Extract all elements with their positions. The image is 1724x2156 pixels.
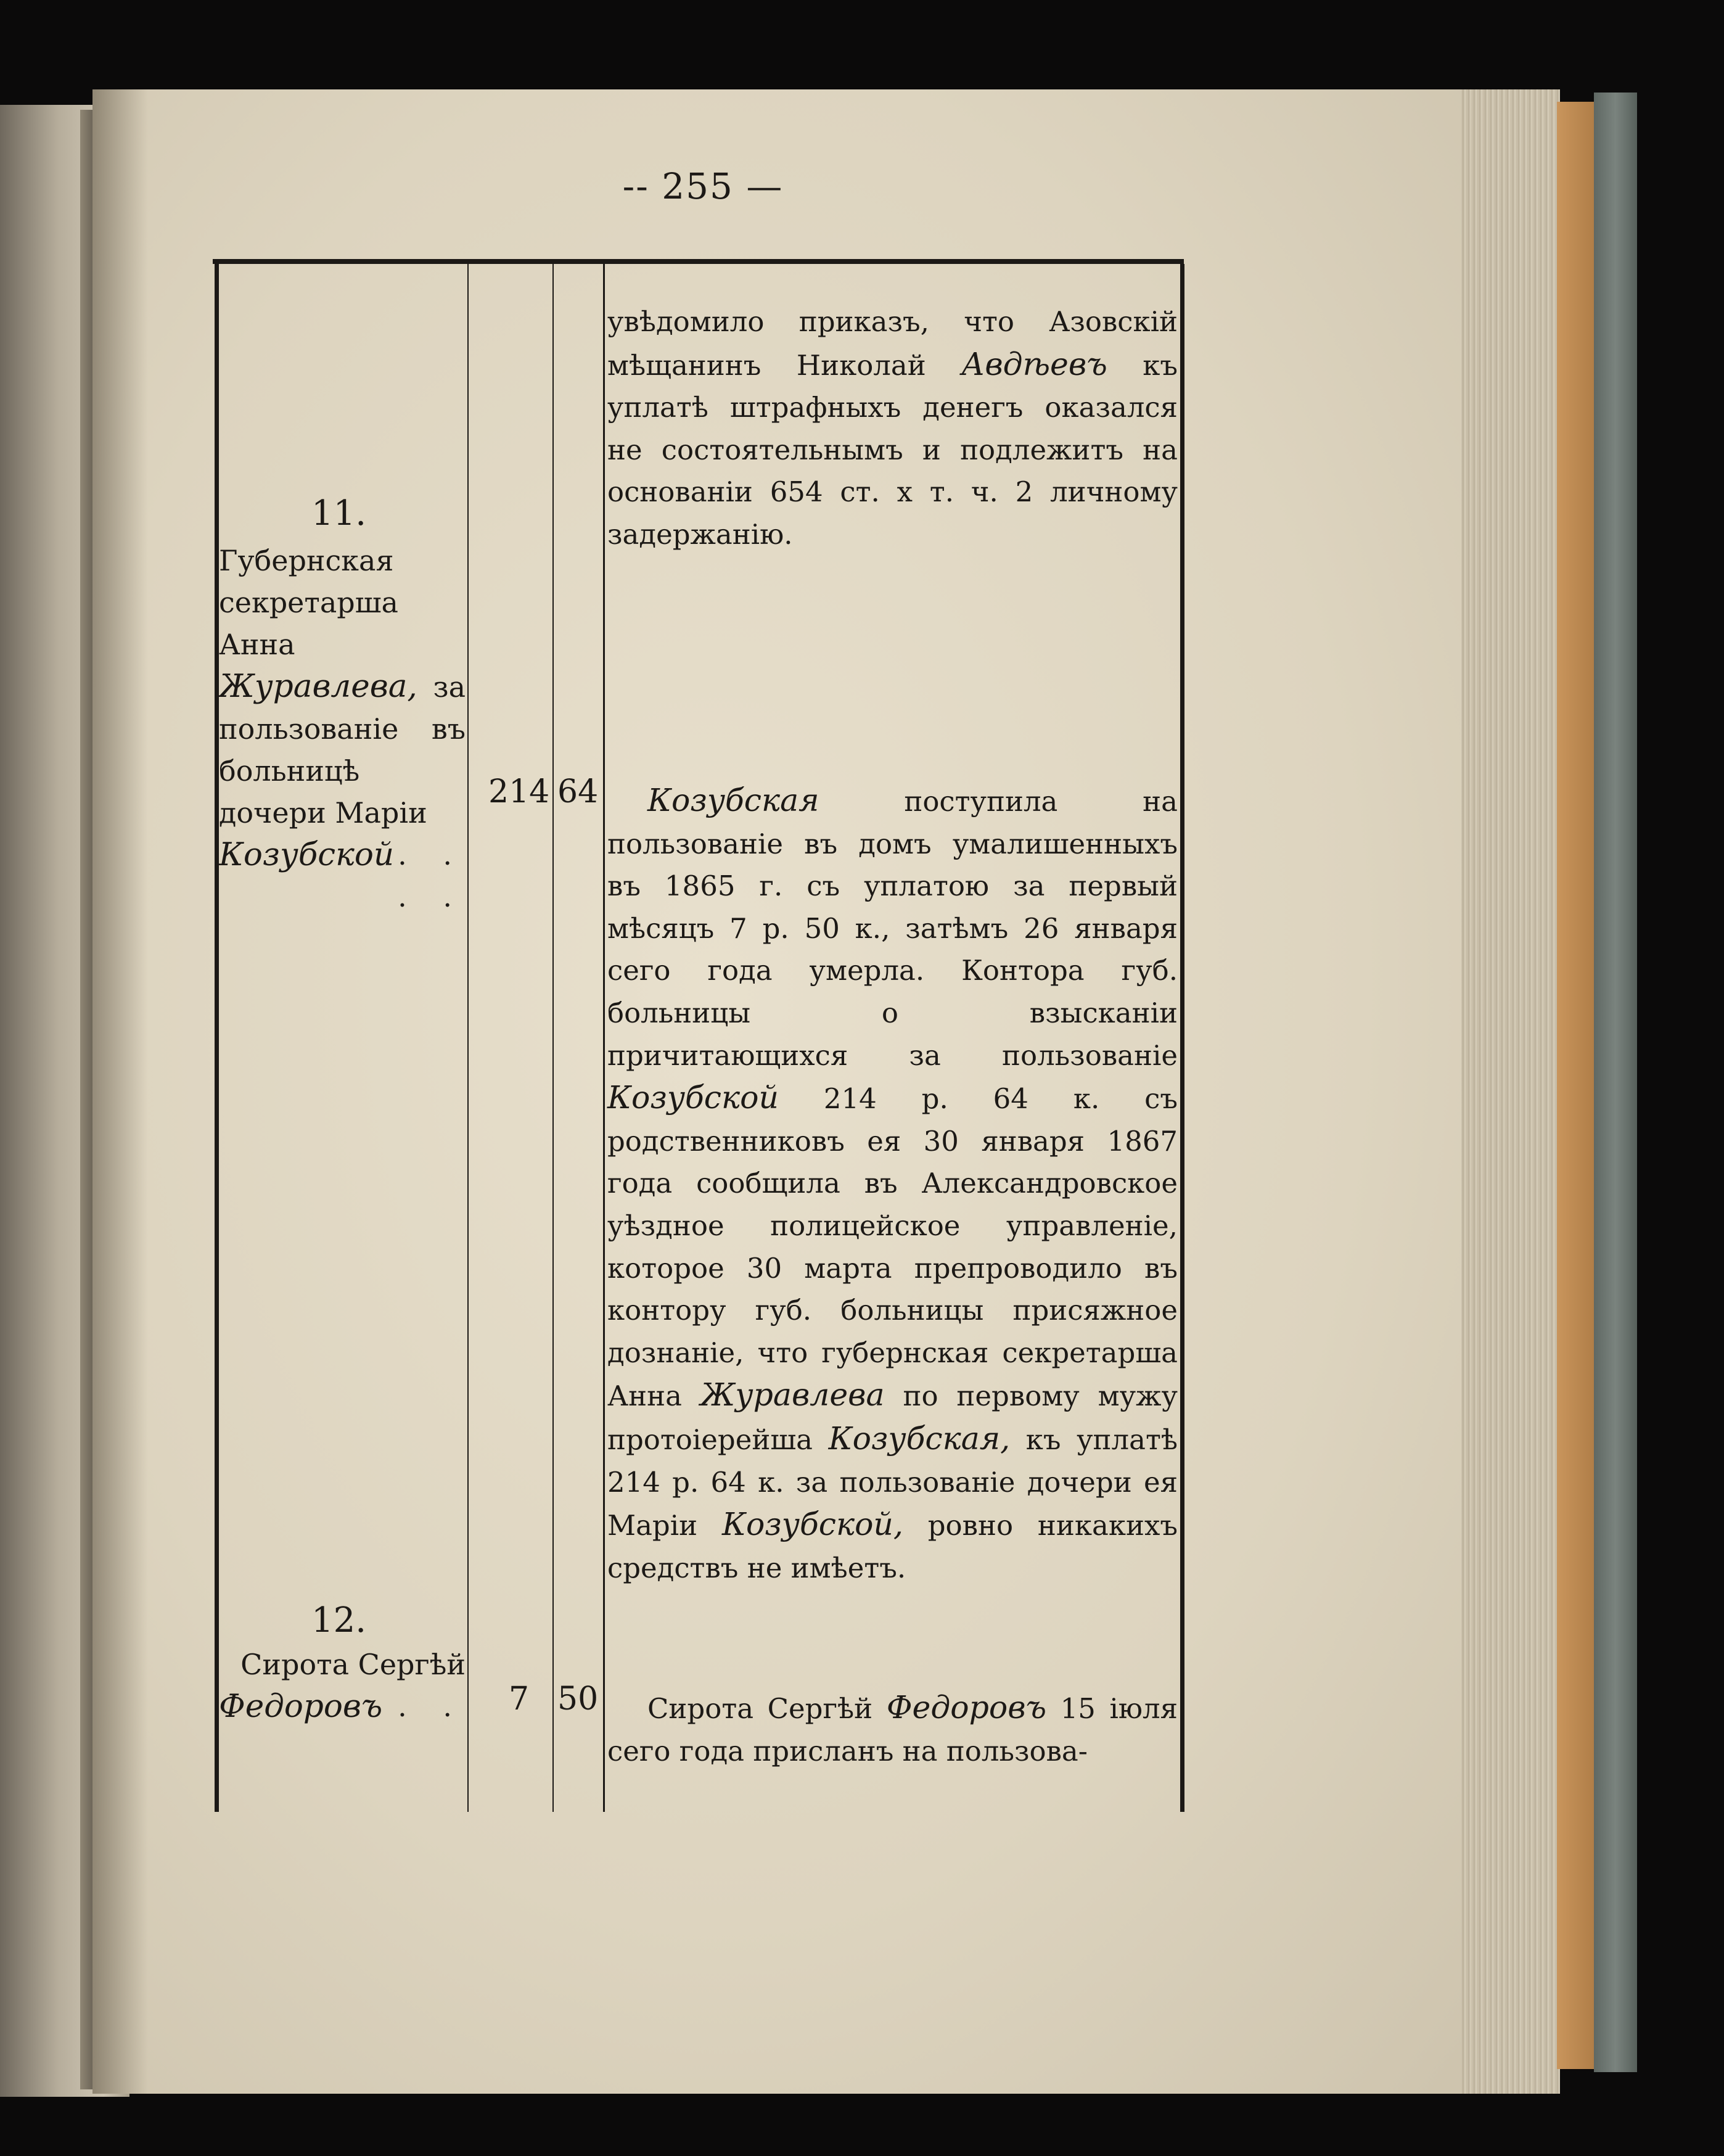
entry-12-text: Сирота Сергѣй Федоровъ 15 іюля сего года присланъ на пользова-	[607, 1689, 1178, 1767]
entry-number-11: 11.	[311, 493, 367, 533]
entry-12-description: Сирота Сергѣй Федоровъ . .	[219, 1648, 466, 1725]
entry-11-text: Козубская поступила на пользованіе въ домъ умалишенныхъ въ 1865 г. съ уплатою за первый мѣсяцъ 7 р. 50 к., затѣмъ 26 января сего года умерла. Контора губ. больницы о взысканіи причитающихся за пользованіе Козубской 214 р. 64 к. съ родственниковъ ея 30 января 1867 года сообщила въ Александровское уѣздное полицейское управленіе, которое 30 марта препроводило въ контору губ. больницы присяжное дознаніе, что губернская секретарша Анна Журавлева по первому мужу протоіерейша Козубская, къ уплатѣ 214 р. 64 к. за пользованіе дочери ея Маріи Козубской, ровно никакихъ средствъ не имѣетъ.	[607, 782, 1178, 1584]
continuation-text: увѣдомило приказъ, что Азовскій мѣщанинъ Николай Авдѣевъ къ уплатѣ штрафныхъ денегъ оказался не состоятельнымъ и подлежитъ на основаніи 654 ст. х т. ч. 2 личному задержанію.	[607, 305, 1178, 551]
entry-11-rubles: 214	[488, 773, 550, 810]
entry-12-kopecks: 50	[557, 1681, 599, 1718]
cover-cloth	[1594, 93, 1637, 2072]
cover-board	[1557, 102, 1594, 2069]
table-top-rule	[213, 259, 1184, 264]
table-right-border	[1180, 264, 1184, 1812]
entry-12-rubles: 7	[509, 1681, 530, 1718]
gutter-shadow	[92, 89, 148, 2094]
entry-number-12: 12.	[311, 1600, 367, 1640]
page-number: -- 255 —	[622, 165, 784, 207]
column-divider-2	[552, 264, 554, 1812]
page-edges	[1461, 89, 1560, 2094]
column-divider-3	[603, 264, 605, 1812]
entry-11-description: Губернская секретарша Анна Журавлева, за пользованіе въ больницѣ дочери Маріи Козубской . . . .	[219, 544, 466, 913]
column-divider-1	[467, 264, 469, 1812]
entry-11-kopecks: 64	[557, 773, 599, 810]
table-left-border	[215, 264, 219, 1812]
